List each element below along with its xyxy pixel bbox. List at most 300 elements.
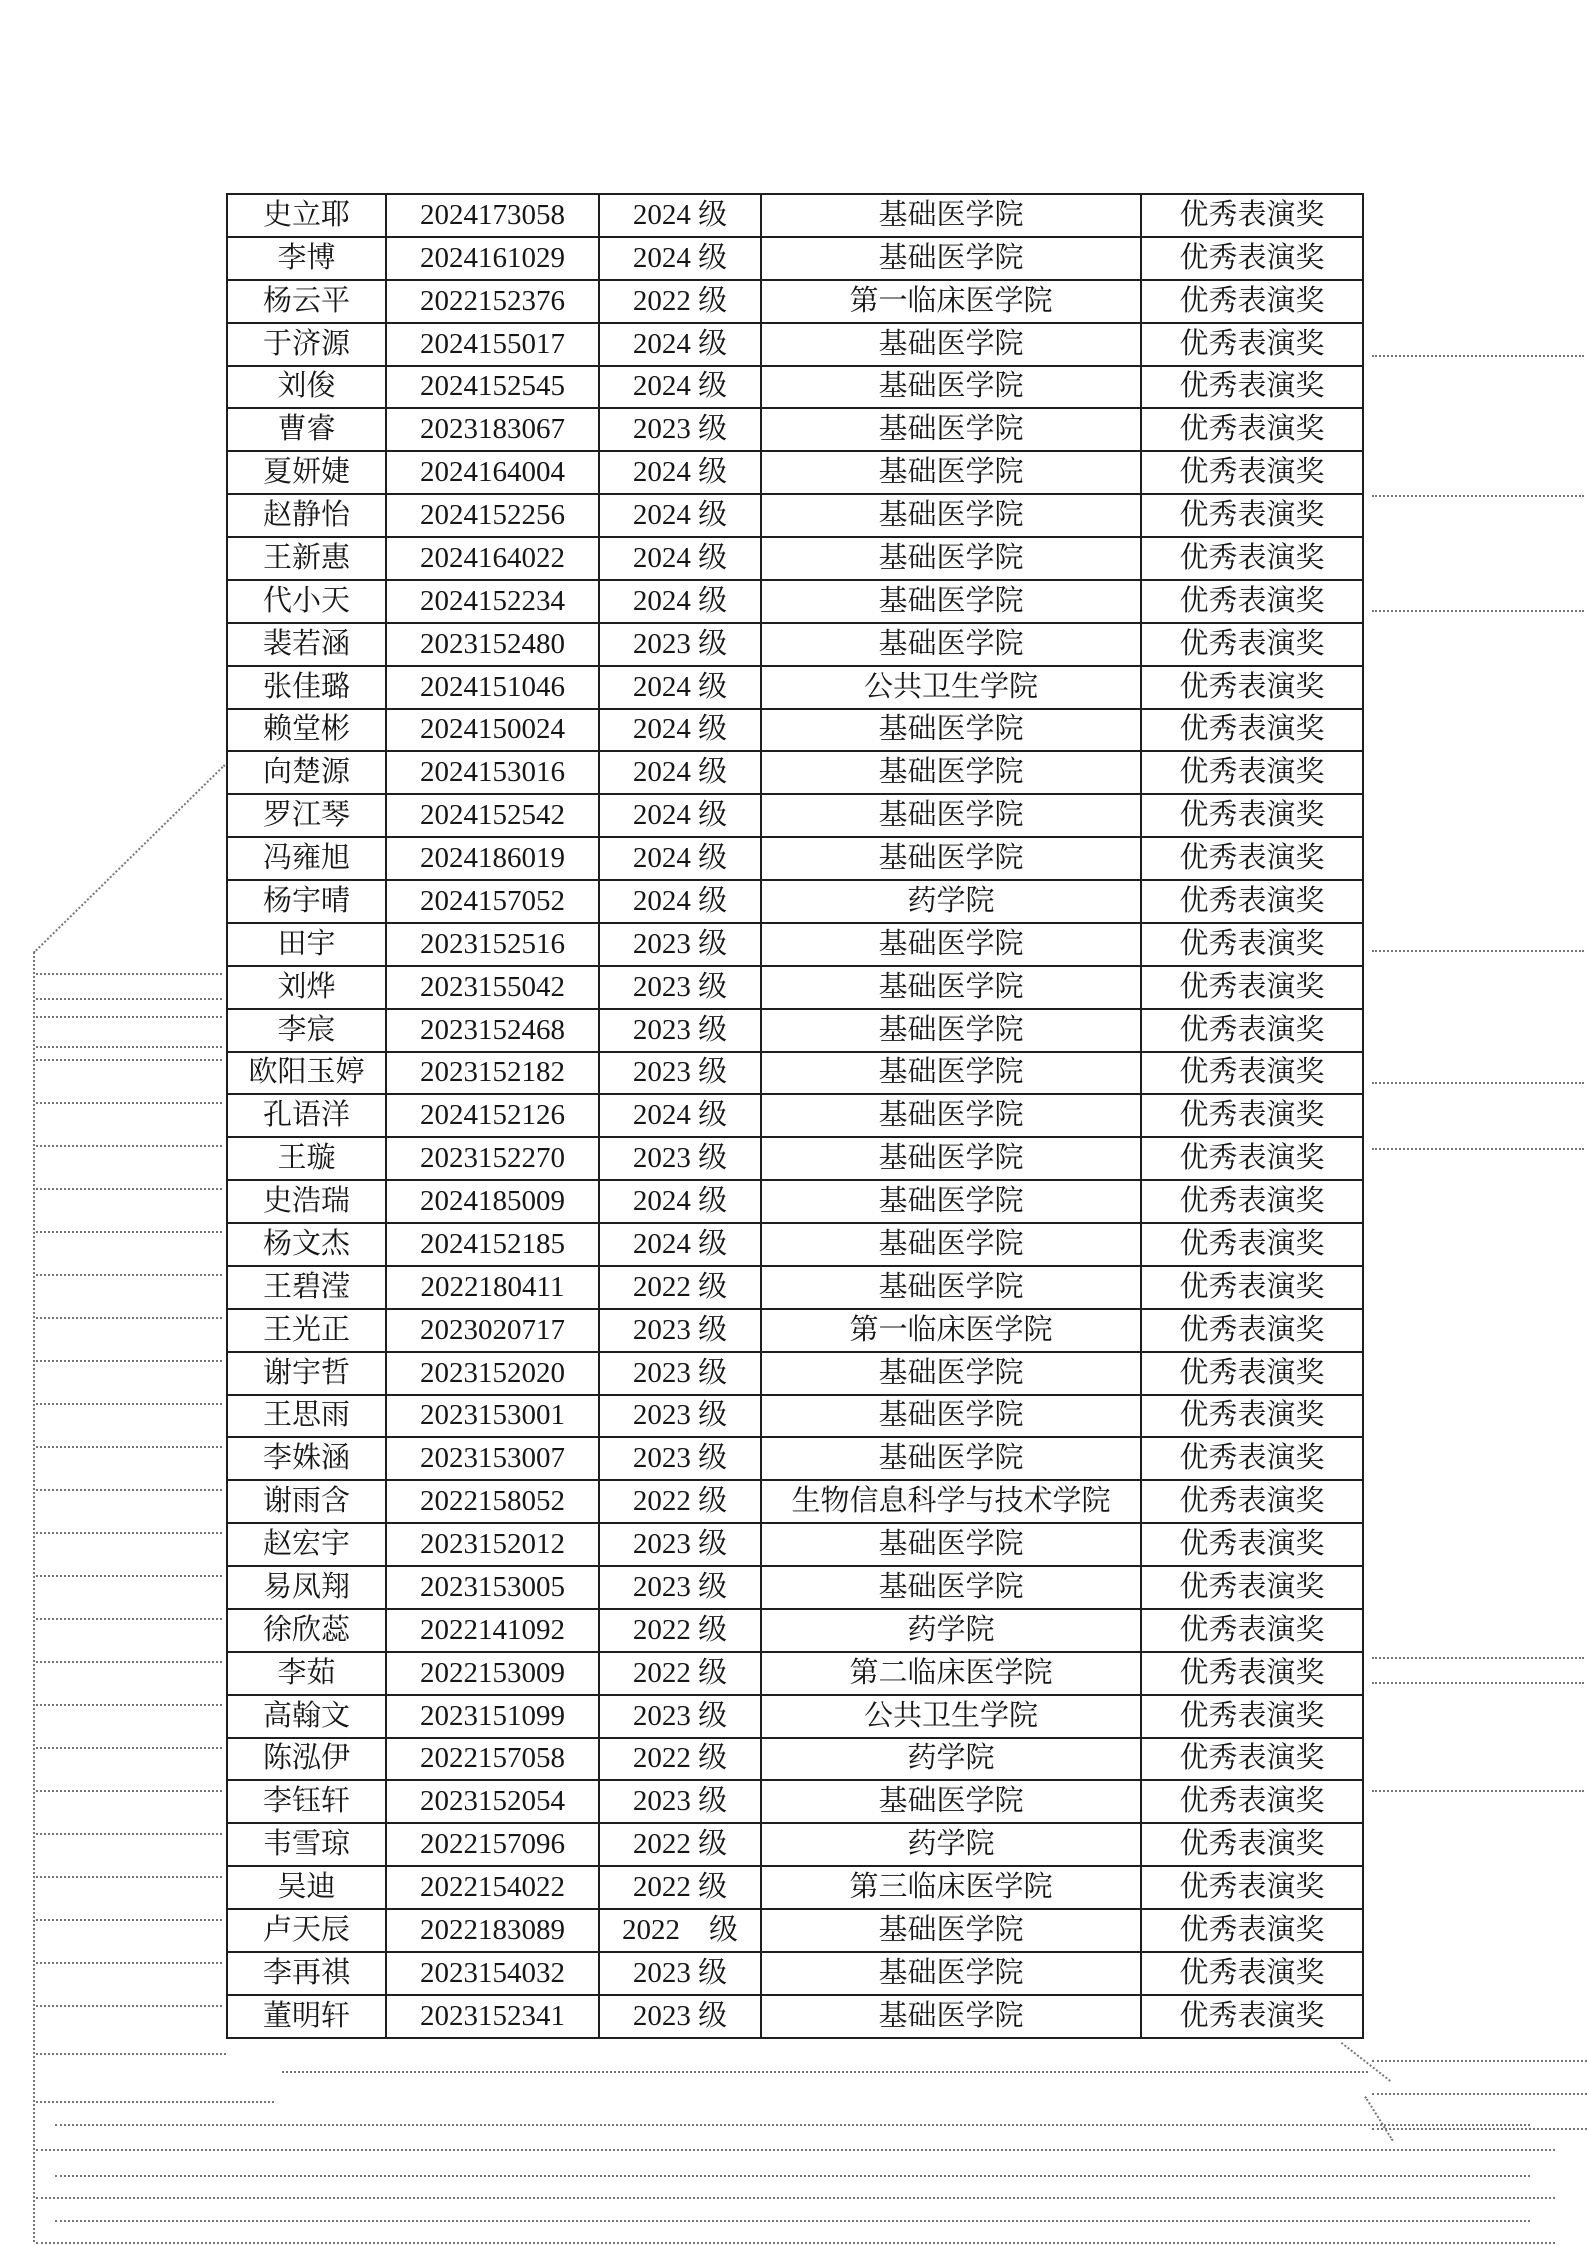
- cell-student-id: 2024164004: [386, 451, 599, 494]
- scan-artifact: [36, 1403, 222, 1405]
- cell-college: 第一临床医学院: [761, 280, 1141, 323]
- cell-college: 药学院: [761, 1738, 1141, 1781]
- cell-award: 优秀表演奖: [1141, 280, 1363, 323]
- cell-student-name: 欧阳玉婷: [227, 1052, 386, 1095]
- cell-student-name: 杨云平: [227, 280, 386, 323]
- scan-artifact: [1372, 495, 1584, 497]
- cell-student-name: 王璇: [227, 1137, 386, 1180]
- cell-student-name: 吴迪: [227, 1866, 386, 1909]
- table-row: [227, 1309, 1363, 1352]
- cell-college: 基础医学院: [761, 237, 1141, 280]
- cell-student-name: 赵宏宇: [227, 1523, 386, 1566]
- cell-grade: 2023 级: [599, 1009, 761, 1052]
- cell-student-name: 李博: [227, 237, 386, 280]
- cell-student-name: 李宸: [227, 1009, 386, 1052]
- cell-student-name: 杨文杰: [227, 1223, 386, 1266]
- scan-artifact: [36, 1790, 222, 1792]
- cell-award: 优秀表演奖: [1141, 194, 1363, 237]
- cell-student-name: 王光正: [227, 1309, 386, 1352]
- cell-student-name: 刘俊: [227, 366, 386, 409]
- cell-college: 生物信息科学与技术学院: [761, 1480, 1141, 1523]
- table-row: [227, 1780, 1363, 1823]
- cell-college: 基础医学院: [761, 323, 1141, 366]
- cell-award: 优秀表演奖: [1141, 1180, 1363, 1223]
- scan-artifact: [36, 1016, 222, 1018]
- cell-student-name: 韦雪琼: [227, 1823, 386, 1866]
- cell-student-id: 2023152480: [386, 623, 599, 666]
- cell-award: 优秀表演奖: [1141, 1952, 1363, 1995]
- cell-college: 第三临床医学院: [761, 1866, 1141, 1909]
- table-row: [227, 751, 1363, 794]
- table-row: [227, 580, 1363, 623]
- cell-grade: 2024 级: [599, 323, 761, 366]
- cell-student-id: 2023153005: [386, 1566, 599, 1609]
- cell-grade: 2023 级: [599, 1137, 761, 1180]
- cell-college: 基础医学院: [761, 537, 1141, 580]
- cell-student-name: 代小天: [227, 580, 386, 623]
- cell-award: 优秀表演奖: [1141, 623, 1363, 666]
- cell-student-id: 2023152020: [386, 1352, 599, 1395]
- cell-student-name: 李茹: [227, 1652, 386, 1695]
- cell-award: 优秀表演奖: [1141, 709, 1363, 752]
- cell-student-name: 谢宇哲: [227, 1352, 386, 1395]
- cell-grade: 2024 级: [599, 666, 761, 709]
- cell-grade: 2023 级: [599, 923, 761, 966]
- cell-grade: 2024 级: [599, 880, 761, 923]
- cell-grade: 2023 级: [599, 1995, 761, 2038]
- scan-artifact: [36, 1489, 222, 1491]
- cell-grade: 2024 级: [599, 237, 761, 280]
- cell-award: 优秀表演奖: [1141, 1695, 1363, 1738]
- cell-grade: 2023 级: [599, 623, 761, 666]
- table-row: [227, 537, 1363, 580]
- cell-student-id: 2022141092: [386, 1609, 599, 1652]
- scan-artifact: [36, 1747, 222, 1749]
- cell-student-name: 李钰轩: [227, 1780, 386, 1823]
- cell-student-id: 2023152341: [386, 1995, 599, 2038]
- table-row: [227, 494, 1363, 537]
- cell-student-id: 2024152126: [386, 1094, 599, 1137]
- cell-student-id: 2024185009: [386, 1180, 599, 1223]
- cell-student-id: 2023153001: [386, 1395, 599, 1438]
- cell-college: 基础医学院: [761, 451, 1141, 494]
- cell-student-id: 2024173058: [386, 194, 599, 237]
- table-row: [227, 1266, 1363, 1309]
- cell-student-id: 2024150024: [386, 709, 599, 752]
- award-table-body: [227, 194, 1363, 2038]
- cell-grade: 2024 级: [599, 494, 761, 537]
- scan-artifact: [36, 1231, 222, 1233]
- cell-grade: 2022 级: [599, 1866, 761, 1909]
- cell-college: 基础医学院: [761, 751, 1141, 794]
- table-row: [227, 1395, 1363, 1438]
- cell-student-id: 2023152516: [386, 923, 599, 966]
- cell-grade: 2023 级: [599, 408, 761, 451]
- scan-artifact: [36, 1661, 222, 1663]
- cell-college: 基础医学院: [761, 623, 1141, 666]
- cell-college: 基础医学院: [761, 1995, 1141, 2038]
- cell-award: 优秀表演奖: [1141, 580, 1363, 623]
- cell-award: 优秀表演奖: [1141, 1566, 1363, 1609]
- table-row: [227, 1523, 1363, 1566]
- scan-artifact: [36, 1532, 222, 1534]
- cell-award: 优秀表演奖: [1141, 323, 1363, 366]
- cell-student-id: 2024153016: [386, 751, 599, 794]
- cell-award: 优秀表演奖: [1141, 494, 1363, 537]
- cell-student-id: 2024164022: [386, 537, 599, 580]
- cell-college: 基础医学院: [761, 1266, 1141, 1309]
- scan-artifact: [1372, 2060, 1587, 2062]
- table-row: [227, 366, 1363, 409]
- cell-student-id: 2022180411: [386, 1266, 599, 1309]
- cell-award: 优秀表演奖: [1141, 1909, 1363, 1952]
- cell-college: 药学院: [761, 1823, 1141, 1866]
- cell-grade: 2022 级: [599, 1823, 761, 1866]
- cell-college: 基础医学院: [761, 1395, 1141, 1438]
- cell-student-id: 2024152542: [386, 794, 599, 837]
- cell-student-name: 冯雍旭: [227, 837, 386, 880]
- table-row: [227, 1437, 1363, 1480]
- table-row: [227, 1909, 1363, 1952]
- cell-student-id: 2023152054: [386, 1780, 599, 1823]
- cell-student-name: 刘烨: [227, 966, 386, 1009]
- cell-award: 优秀表演奖: [1141, 1395, 1363, 1438]
- cell-grade: 2023 级: [599, 1695, 761, 1738]
- table-row: [227, 451, 1363, 494]
- cell-student-id: 2022183089: [386, 1909, 599, 1952]
- scan-artifact: [1372, 610, 1584, 612]
- table-row: [227, 1609, 1363, 1652]
- cell-award: 优秀表演奖: [1141, 880, 1363, 923]
- cell-award: 优秀表演奖: [1141, 1609, 1363, 1652]
- table-row: [227, 923, 1363, 966]
- cell-student-name: 史立耶: [227, 194, 386, 237]
- table-row: [227, 1695, 1363, 1738]
- cell-college: 基础医学院: [761, 709, 1141, 752]
- cell-college: 基础医学院: [761, 1780, 1141, 1823]
- cell-student-id: 2022152376: [386, 280, 599, 323]
- cell-college: 基础医学院: [761, 1523, 1141, 1566]
- cell-grade: 2023 级: [599, 1052, 761, 1095]
- cell-student-id: 2024151046: [386, 666, 599, 709]
- cell-student-id: 2023183067: [386, 408, 599, 451]
- scan-artifact: [36, 2005, 222, 2007]
- cell-award: 优秀表演奖: [1141, 408, 1363, 451]
- cell-student-name: 王思雨: [227, 1395, 386, 1438]
- table-row: [227, 1223, 1363, 1266]
- cell-grade: 2022 级: [599, 1652, 761, 1695]
- scan-artifact: [36, 973, 222, 975]
- cell-student-id: 2024152185: [386, 1223, 599, 1266]
- scan-artifact: [33, 764, 226, 953]
- table-row: [227, 1952, 1363, 1995]
- cell-award: 优秀表演奖: [1141, 966, 1363, 1009]
- cell-grade: 2024 级: [599, 794, 761, 837]
- cell-award: 优秀表演奖: [1141, 1052, 1363, 1095]
- cell-student-id: 2024152234: [386, 580, 599, 623]
- cell-student-id: 2022158052: [386, 1480, 599, 1523]
- scan-artifact: [36, 1145, 222, 1147]
- cell-student-name: 张佳璐: [227, 666, 386, 709]
- cell-grade: 2023 级: [599, 1566, 761, 1609]
- table-row: [227, 1738, 1363, 1781]
- cell-student-name: 于济源: [227, 323, 386, 366]
- scan-artifact: [36, 1059, 222, 1061]
- table-row: [227, 237, 1363, 280]
- cell-college: 基础医学院: [761, 1437, 1141, 1480]
- table-row: [227, 1352, 1363, 1395]
- cell-student-name: 赖堂彬: [227, 709, 386, 752]
- table-row: [227, 1866, 1363, 1909]
- cell-college: 基础医学院: [761, 366, 1141, 409]
- cell-student-name: 赵静怡: [227, 494, 386, 537]
- cell-student-id: 2023152182: [386, 1052, 599, 1095]
- scan-artifact: [1372, 1657, 1584, 1659]
- cell-student-name: 王碧滢: [227, 1266, 386, 1309]
- cell-college: 基础医学院: [761, 1094, 1141, 1137]
- table-row: [227, 794, 1363, 837]
- cell-award: 优秀表演奖: [1141, 1437, 1363, 1480]
- cell-student-id: 2024152545: [386, 366, 599, 409]
- cell-student-name: 陈泓伊: [227, 1738, 386, 1781]
- cell-college: 基础医学院: [761, 837, 1141, 880]
- cell-student-name: 王新惠: [227, 537, 386, 580]
- table-row: [227, 194, 1363, 237]
- scan-artifact: [1372, 1082, 1584, 1084]
- table-row: [227, 880, 1363, 923]
- cell-student-name: 孔语洋: [227, 1094, 386, 1137]
- cell-award: 优秀表演奖: [1141, 1866, 1363, 1909]
- cell-student-name: 裴若涵: [227, 623, 386, 666]
- scan-artifact: [36, 1833, 222, 1835]
- cell-college: 基础医学院: [761, 923, 1141, 966]
- scan-artifact: [36, 1360, 222, 1362]
- table-row: [227, 1052, 1363, 1095]
- table-row: [227, 1652, 1363, 1695]
- table-row: [227, 623, 1363, 666]
- cell-student-name: 夏妍婕: [227, 451, 386, 494]
- table-row: [227, 1566, 1363, 1609]
- table-row: [227, 1480, 1363, 1523]
- cell-grade: 2024 级: [599, 366, 761, 409]
- cell-student-name: 卢天辰: [227, 1909, 386, 1952]
- award-table: [226, 193, 1364, 2039]
- cell-college: 药学院: [761, 1609, 1141, 1652]
- table-row: [227, 1995, 1363, 2038]
- cell-award: 优秀表演奖: [1141, 1823, 1363, 1866]
- scan-artifact: [36, 1446, 222, 1448]
- scan-artifact: [36, 1919, 222, 1921]
- cell-grade: 2023 级: [599, 966, 761, 1009]
- table-row: [227, 837, 1363, 880]
- cell-student-id: 2024152256: [386, 494, 599, 537]
- scan-artifact: [36, 1962, 222, 1964]
- table-row: [227, 666, 1363, 709]
- scan-artifact: [1372, 1682, 1584, 1684]
- cell-college: 第二临床医学院: [761, 1652, 1141, 1695]
- cell-grade: 2024 级: [599, 1094, 761, 1137]
- scan-artifact: [36, 2149, 1555, 2151]
- cell-student-name: 向楚源: [227, 751, 386, 794]
- cell-college: 基础医学院: [761, 1052, 1141, 1095]
- cell-college: 公共卫生学院: [761, 666, 1141, 709]
- cell-award: 优秀表演奖: [1141, 237, 1363, 280]
- cell-award: 优秀表演奖: [1141, 1738, 1363, 1781]
- cell-grade: 2024 级: [599, 451, 761, 494]
- cell-student-id: 2023153007: [386, 1437, 599, 1480]
- scan-artifact: [1372, 1790, 1584, 1792]
- scan-artifact: [36, 1102, 222, 1104]
- cell-student-name: 易凤翔: [227, 1566, 386, 1609]
- cell-award: 优秀表演奖: [1141, 1995, 1363, 2038]
- cell-college: 基础医学院: [761, 494, 1141, 537]
- scan-artifact: [36, 1274, 222, 1276]
- scan-artifact: [1372, 1148, 1584, 1150]
- scan-artifact: [1372, 2093, 1587, 2095]
- cell-award: 优秀表演奖: [1141, 451, 1363, 494]
- cell-grade: 2023 级: [599, 1395, 761, 1438]
- cell-award: 优秀表演奖: [1141, 751, 1363, 794]
- cell-grade: 2022 级: [599, 1266, 761, 1309]
- cell-grade: 2024 级: [599, 709, 761, 752]
- cell-student-id: 2022153009: [386, 1652, 599, 1695]
- cell-college: 基础医学院: [761, 408, 1141, 451]
- cell-grade: 2024 级: [599, 1180, 761, 1223]
- cell-student-name: 徐欣蕊: [227, 1609, 386, 1652]
- table-row: [227, 1009, 1363, 1052]
- cell-award: 优秀表演奖: [1141, 1094, 1363, 1137]
- scan-artifact: [1372, 950, 1584, 952]
- table-row: [227, 280, 1363, 323]
- cell-award: 优秀表演奖: [1141, 1352, 1363, 1395]
- cell-award: 优秀表演奖: [1141, 794, 1363, 837]
- cell-student-id: 2024157052: [386, 880, 599, 923]
- cell-student-id: 2022157058: [386, 1738, 599, 1781]
- cell-student-name: 杨宇晴: [227, 880, 386, 923]
- scan-artifact: [33, 952, 35, 2242]
- cell-college: 基础医学院: [761, 794, 1141, 837]
- scan-artifact: [36, 2242, 1555, 2244]
- cell-college: 药学院: [761, 880, 1141, 923]
- cell-student-id: 2023151099: [386, 1695, 599, 1738]
- cell-college: 基础医学院: [761, 580, 1141, 623]
- cell-grade: 2022 级: [599, 280, 761, 323]
- cell-student-name: 董明轩: [227, 1995, 386, 2038]
- scan-artifact: [55, 2124, 1530, 2126]
- cell-grade: 2023 级: [599, 1437, 761, 1480]
- cell-college: 基础医学院: [761, 1566, 1141, 1609]
- cell-award: 优秀表演奖: [1141, 1652, 1363, 1695]
- cell-college: 基础医学院: [761, 1009, 1141, 1052]
- scan-artifact: [282, 2071, 1368, 2073]
- cell-grade: 2022 级: [599, 1738, 761, 1781]
- cell-award: 优秀表演奖: [1141, 366, 1363, 409]
- cell-student-id: 2024161029: [386, 237, 599, 280]
- table-row: [227, 1137, 1363, 1180]
- cell-student-name: 高翰文: [227, 1695, 386, 1738]
- cell-grade: 2023 级: [599, 1523, 761, 1566]
- scan-artifact: [36, 1188, 222, 1190]
- cell-student-id: 2024186019: [386, 837, 599, 880]
- table-row: [227, 408, 1363, 451]
- cell-grade: 2024 级: [599, 751, 761, 794]
- cell-college: 基础医学院: [761, 1180, 1141, 1223]
- cell-grade: 2023 级: [599, 1952, 761, 1995]
- cell-college: 基础医学院: [761, 1352, 1141, 1395]
- cell-student-id: 2023020717: [386, 1309, 599, 1352]
- scan-artifact: [1364, 2096, 1393, 2141]
- cell-grade: 2024 级: [599, 1223, 761, 1266]
- cell-award: 优秀表演奖: [1141, 1480, 1363, 1523]
- cell-grade: 2023 级: [599, 1352, 761, 1395]
- cell-college: 基础医学院: [761, 1909, 1141, 1952]
- scan-artifact: [36, 1704, 222, 1706]
- cell-award: 优秀表演奖: [1141, 1266, 1363, 1309]
- scan-artifact: [36, 998, 222, 1000]
- cell-student-id: 2022154022: [386, 1866, 599, 1909]
- cell-grade: 2022 级: [599, 1480, 761, 1523]
- cell-college: 公共卫生学院: [761, 1695, 1141, 1738]
- cell-grade: 2023 级: [599, 1309, 761, 1352]
- table-row: [227, 1823, 1363, 1866]
- scan-artifact: [55, 2175, 1530, 2177]
- cell-student-name: 李姝涵: [227, 1437, 386, 1480]
- cell-student-id: 2023152468: [386, 1009, 599, 1052]
- scan-artifact: [1372, 2128, 1587, 2130]
- cell-award: 优秀表演奖: [1141, 537, 1363, 580]
- cell-grade: 2024 级: [599, 194, 761, 237]
- scan-artifact: [36, 2101, 274, 2103]
- cell-grade: 2024 级: [599, 580, 761, 623]
- scan-artifact: [36, 2197, 1555, 2199]
- cell-grade: 2023 级: [599, 1780, 761, 1823]
- scan-artifact: [36, 1618, 222, 1620]
- scan-artifact: [55, 2220, 1530, 2222]
- cell-student-id: 2023154032: [386, 1952, 599, 1995]
- cell-grade: 2024 级: [599, 537, 761, 580]
- table-row: [227, 323, 1363, 366]
- cell-college: 基础医学院: [761, 1223, 1141, 1266]
- cell-award: 优秀表演奖: [1141, 1523, 1363, 1566]
- cell-college: 基础医学院: [761, 966, 1141, 1009]
- cell-student-id: 2023152012: [386, 1523, 599, 1566]
- cell-award: 优秀表演奖: [1141, 1780, 1363, 1823]
- cell-award: 优秀表演奖: [1141, 1137, 1363, 1180]
- scan-artifact: [1372, 355, 1584, 357]
- scan-artifact: [36, 1317, 222, 1319]
- cell-student-name: 李再祺: [227, 1952, 386, 1995]
- cell-grade: 2022 级: [599, 1609, 761, 1652]
- cell-student-id: 2024155017: [386, 323, 599, 366]
- scan-artifact: [36, 2053, 226, 2055]
- cell-college: 基础医学院: [761, 194, 1141, 237]
- cell-award: 优秀表演奖: [1141, 666, 1363, 709]
- scan-artifact: [36, 1046, 222, 1048]
- cell-student-id: 2022157096: [386, 1823, 599, 1866]
- cell-award: 优秀表演奖: [1141, 923, 1363, 966]
- cell-award: 优秀表演奖: [1141, 1309, 1363, 1352]
- cell-award: 优秀表演奖: [1141, 837, 1363, 880]
- cell-student-id: 2023152270: [386, 1137, 599, 1180]
- cell-student-name: 曹睿: [227, 408, 386, 451]
- cell-college: 基础医学院: [761, 1137, 1141, 1180]
- table-row: [227, 1094, 1363, 1137]
- cell-award: 优秀表演奖: [1141, 1223, 1363, 1266]
- cell-student-name: 田宇: [227, 923, 386, 966]
- table-row: [227, 1180, 1363, 1223]
- cell-award: 优秀表演奖: [1141, 1009, 1363, 1052]
- cell-student-name: 罗江琴: [227, 794, 386, 837]
